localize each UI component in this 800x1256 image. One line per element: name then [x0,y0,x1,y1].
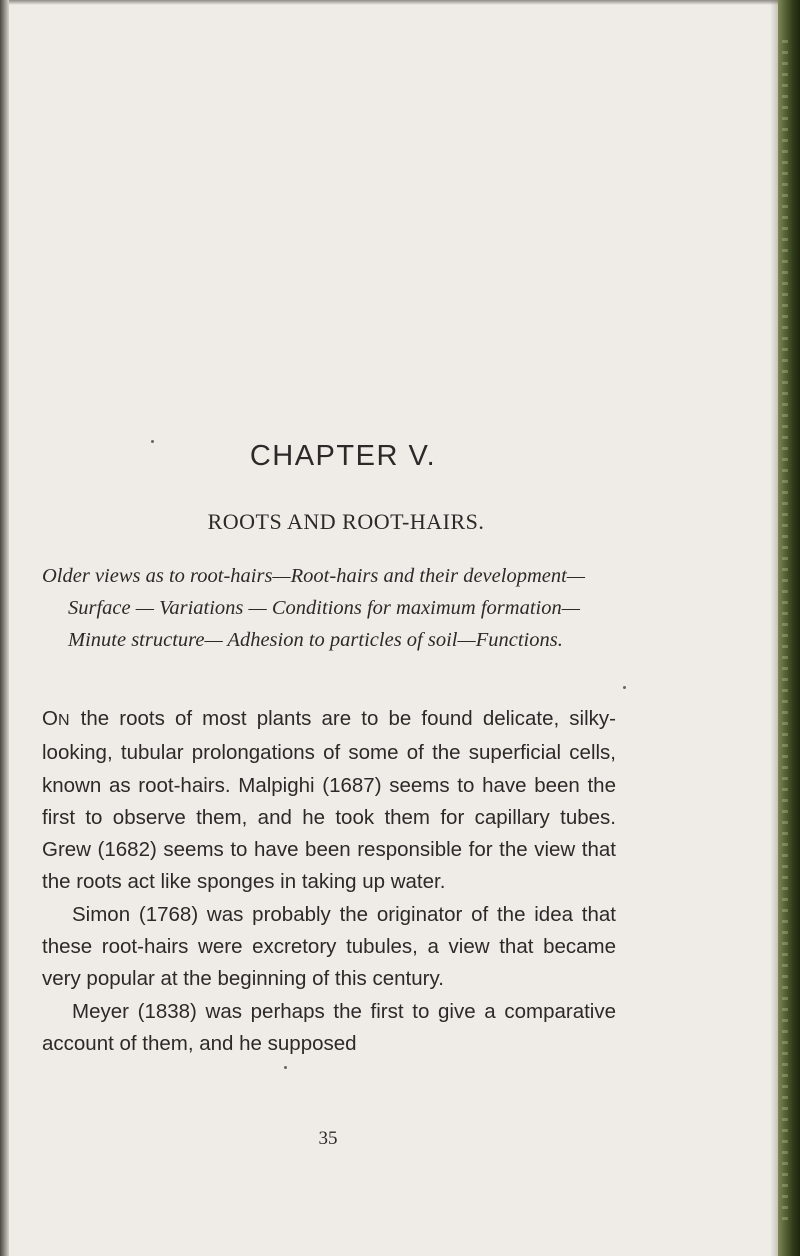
paper-speck [623,686,626,689]
binding-shadow [770,0,778,1256]
paragraph-1-text: the roots of most plants are to be found delicate, silky-looking, tubular prolongations of some of the superficial cells, known as root-hairs. Malpighi (1687) seems to have been the first to observe them, and he took them for capillary tubes. Grew (1682) seems to have been responsible for the view that the roots act like sponges in taking up water. [42,707,616,894]
dropcap-initial: O [42,707,58,730]
book-cover-spine [778,0,800,1256]
page-left-edge [0,0,9,1256]
dropcap-rest: N [57,712,71,729]
page-top-edge [0,0,800,5]
section-title: ROOTS AND ROOT-HAIRS. [207,509,485,534]
chapter-synopsis: Older views as to root-hairs—Root-hairs and their development— Surface — Variations — Conditions for maximum formation— Minute structure— Adhesion to particles of soil—Functions. [42,565,586,651]
body-text [42,703,616,1060]
paper-speck [151,440,154,443]
paragraph-2: Simon (1768) was probably the originator of the idea that these root-hairs were excretory tubules, a view that became very popular at the beginning of this century. [42,902,616,991]
paragraph-3: Meyer (1838) was perhaps the first to give a comparative account of them, and he supposed [42,999,616,1055]
page-number: 35 [318,1128,338,1149]
chapter-title: CHAPTER V. [249,440,437,472]
paragraph-1 [42,703,616,899]
paper-speck [284,1066,287,1069]
